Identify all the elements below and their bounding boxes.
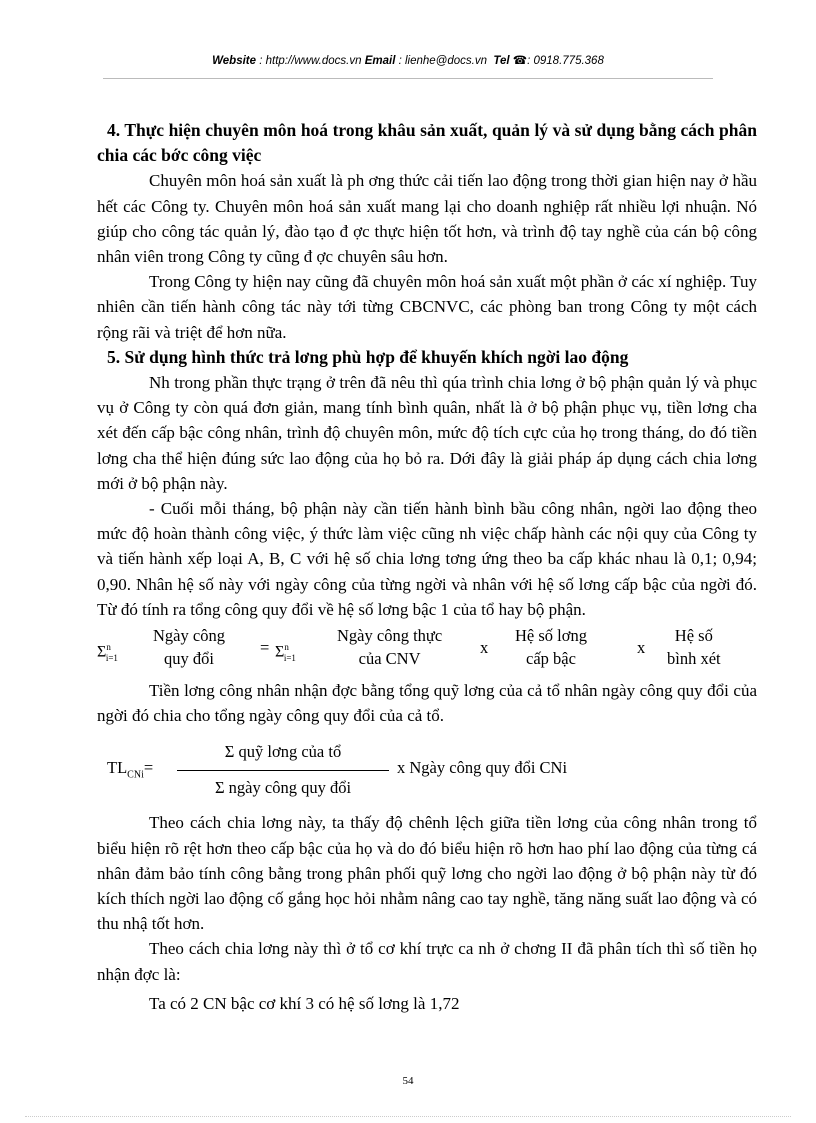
section4-paragraph-2: Trong Công ty hiện nay cũng đã chuyên môn hoá sản xuất một phần ở các xí nghiệp. Tuy nhiên cần tiến hành công tác này tới từng CBCNVC, các phòng ban trong Công ty một cách rộng rãi và triệt để hơn nữa. <box>97 272 757 342</box>
formula-term-actual-workdays: Ngày công thực của CNV <box>337 626 443 669</box>
paragraph-after-formula-2b: Theo cách chia lơng này thì ở tổ cơ khí trực ca nh ở chơng II đã phân tích thì số tiền họ nhận đợc là: <box>97 939 757 984</box>
formula-worker-wage <box>97 732 757 810</box>
fraction-bar <box>177 770 389 771</box>
header-divider <box>103 78 713 79</box>
website-label: Website <box>212 55 257 67</box>
page-bottom-edge <box>25 1116 791 1117</box>
formula-lhs: Ngày công quy đổi <box>153 626 225 669</box>
tel-value: : 0918.775.368 <box>527 55 604 67</box>
formula-times-1: x <box>480 638 489 658</box>
sum-symbol-left: $\Sigma^n_{i=1}$ <box>97 642 118 663</box>
section5-paragraph-1: Nh trong phần thực trạng ở trên đã nêu thì qúa trình chia lơng ở bộ phận quản lý và phục vụ ở Công ty còn quá đơn giản, mang tính bình quân, nhất là ở bộ phận phục vụ, tiền lơng cha xét đến cấp bậc công nhân, trình độ chuyên môn, mức độ tích cực của họ trong tháng, do đó tiền lơng cha thể hiện đúng sức lao động của họ bỏ ra. Dới đây là giải pháp áp dụng cách chia lơng mới ở bộ phận này. <box>97 373 757 493</box>
email-value[interactable]: : lienhe@docs.vn <box>398 55 487 67</box>
tel-label: Tel <box>493 55 510 67</box>
section4-heading: 4. Thực hiện chuyên môn hoá trong khâu sản xuất, quản lý và sử dụng bằng cách phân chia các bớc công việc <box>97 120 757 166</box>
formula-term-rating-coefficient: Hệ số bình xét <box>667 626 721 669</box>
page-header <box>0 53 816 67</box>
formula2-lhs: $TL_{CNi}=$ <box>107 758 154 781</box>
formula-term-wage-coefficient: Hệ số lơng cấp bậc <box>515 626 587 669</box>
section5-paragraph-2: - Cuối mỗi tháng, bộ phận này cần tiến hành bình bầu công nhân, ngời lao động theo mức độ hoàn thành công việc, ý thức làm việc cũng nh việc chấp hành các nội quy của Công ty và tiến hành xếp loại A, B, C với hệ số chia lơng tơng ứng theo ba cấp khác nhau là 0,1; 0,94; 0,90. Nhân hệ số này với ngày công của từng ngời và nhân với hệ số lơng cấp bậc của ngời đó. Từ đó tính ra tổng công quy đổi về hệ số lơng bậc 1 của tổ hay bộ phận. <box>97 499 757 619</box>
document-body <box>97 118 757 1016</box>
paragraph-after-formula-2a: Theo cách chia lơng này, ta thấy độ chênh lệch giữa tiền lơng của công nhân trong tổ biểu hiện rõ rệt hơn theo cấp bậc của họ và do đó biểu hiện rõ hơn hao phí lao động của từng cá nhân đảm bảo tính công bằng trong phân phối quỹ lơng cho ngời lao động ở bộ phận này từ đó kích thích ngời lao động cố gắng học hỏi nhằm nâng cao tay nghề, tăng năng suất lao động và có thu nhậ tốt hơn. <box>97 813 757 934</box>
formula-times-2: x <box>637 638 646 658</box>
email-label: Email <box>364 55 396 67</box>
formula-converted-workdays <box>97 624 757 678</box>
phone-icon: ☎ <box>512 55 528 67</box>
sum-symbol-right: $\Sigma^n_{i=1}$ <box>275 642 296 663</box>
formula2-denominator: Σ ngày công quy đổi <box>214 778 352 798</box>
formula2-rhs: x Ngày công quy đổi CNi <box>397 758 568 778</box>
section5-heading: 5. Sử dụng hình thức trả lơng phù hợp để khuyến khích ngời lao động <box>107 346 629 367</box>
paragraph-after-formula-1: Tiền lơng công nhân nhận đợc bằng tổng quỹ lơng của cả tổ nhân ngày công quy đổi của ngời đó chia cho tổng ngày công quy đổi của cả tổ. <box>97 681 757 726</box>
section4-paragraph-1: Chuyên môn hoá sản xuất là ph ơng thức cải tiến lao động trong thời gian hiện nay ở hầu hết các Công ty. Chuyên môn hoá sản xuất mang lại cho doanh nghiệp rất nhiều lợi nhuận. Nó giúp cho công tác quản lý, đào tạo đ ợc thực hiện tốt hơn, và trình độ tay nghề của cán bộ công nhân viên trong Công ty cũng đ ợc chuyên sâu hơn. <box>97 171 757 267</box>
page-number: 54 <box>402 1075 414 1087</box>
website-value[interactable]: : http://www.docs.vn <box>259 55 362 67</box>
paragraph-last: Ta có 2 CN bậc cơ khí 3 có hệ số lơng là 1,72 <box>149 993 460 1013</box>
formula2-numerator: Σ quỹ lơng của tổ <box>224 742 342 762</box>
formula-equals: = <box>260 638 270 658</box>
